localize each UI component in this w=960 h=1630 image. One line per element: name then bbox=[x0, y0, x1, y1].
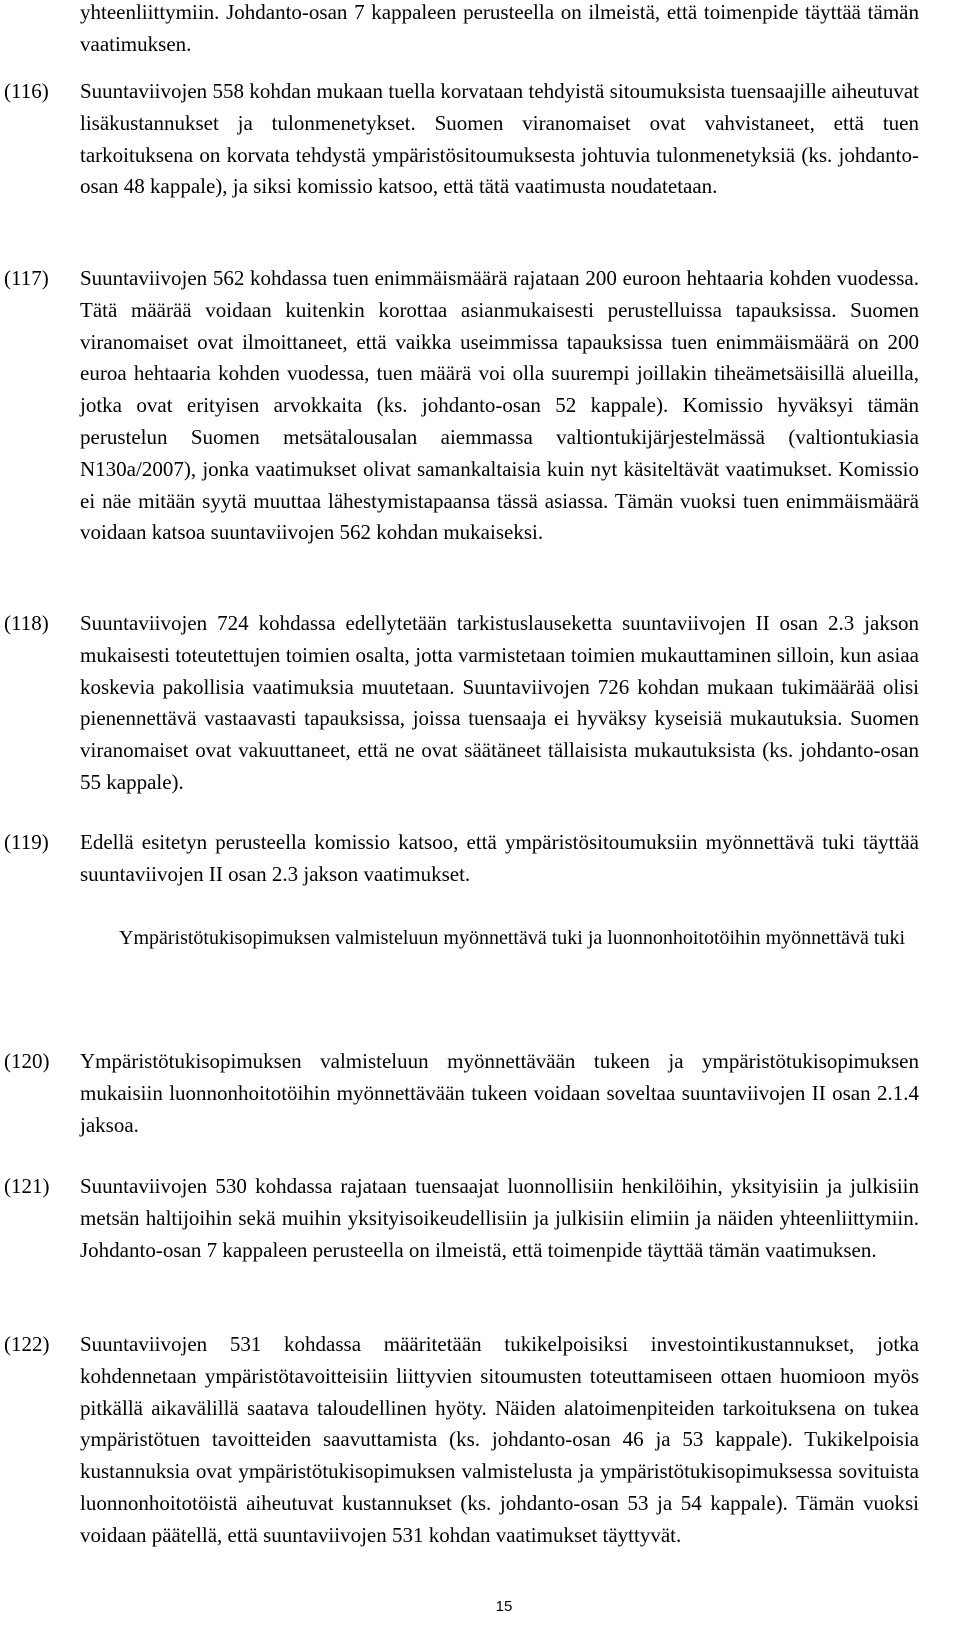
paragraph-text: Suuntaviivojen 558 kohdan mukaan tuella korvataan tehdyistä sitoumuksista tuensaajille aiheutuvat lisäkustannukset ja tulonmenetykset. Suomen viranomaiset ovat vahvistaneet, että tuen tarkoituksena on korvata tehdystä ympäristösitoumuksesta johtuvia tulonmenetyksiä (ks. johdanto-osan 48 kappale), ja siksi komissio katsoo, että tätä vaatimusta noudatetaan. bbox=[80, 79, 919, 199]
paragraph-number: (120) bbox=[4, 1049, 50, 1073]
paragraph-text: Ympäristötukisopimuksen valmisteluun myönnettävään tukeen ja ympäristötukisopimuksen mukaisiin luonnonhoitotöihin myönnettävään tukeen voidaan soveltaa suuntaviivojen II osan 2.1.4 jaksoa. bbox=[80, 1049, 919, 1137]
paragraph-number: (118) bbox=[4, 611, 49, 635]
paragraph-text: Suuntaviivojen 562 kohdassa tuen enimmäismäärä rajataan 200 euroon hehtaaria kohden vuodessa. Tätä määrää voidaan kuitenkin korottaa asianmukaisesti perustelluissa tapauksissa. Suomen viranomaiset ovat ilmoittaneet, että vaikka useimmissa tapauksissa tuen enimmäismäärä on 200 euroa hehtaaria kohden vuodessa, tuen määrä voi olla suurempi joillakin tiheämetsäisillä alueilla, jotka ovat erityisen arvokkaita (ks. johdanto-osan 52 kappale). Komissio hyväksyi tämän perustelun Suomen metsätalousalan aiemmassa valtiontukijärjestelmässä (valtiontukiasia N130a/2007), jonka vaatimukset olivat samankaltaisia kuin nyt käsiteltävät vaatimukset. Komissio ei näe mitään syytä muuttaa lähestymistapaansa tässä asiassa. Tämän vuoksi tuen enimmäismäärä voidaan katsoa suuntaviivojen 562 kohdan mukaiseksi. bbox=[80, 266, 919, 545]
continuation-text: yhteenliittymiin. Johdanto-osan 7 kappaleen perusteella on ilmeistä, että toimenpide täyttää tämän vaatimuksen. bbox=[80, 0, 919, 56]
paragraph-text: Suuntaviivojen 530 kohdassa rajataan tuensaajat luonnollisiin henkilöihin, yksityisiin ja julkisiin metsän haltijoihin sekä muihin yksityisoikeudellisiin ja julkisiin elimiin ja näiden yhteenliittymiin. Johdanto-osan 7 kappaleen perusteella on ilmeistä, että toimenpide täyttää tämän vaatimuksen. bbox=[80, 1174, 919, 1262]
paragraph-text: Suuntaviivojen 724 kohdassa edellytetään tarkistuslauseketta suuntaviivojen II osan 2.3 jakson mukaisesti toteutettujen toimien osalta, jotta varmistetaan toimien mukauttaminen silloin, kun asiaa koskevia pakollisia vaatimuksia muutetaan. Suuntaviivojen 726 kohdan mukaan tukimäärää olisi pienennettävä vastaavasti tapauksissa, joissa tuensaaja ei hyväksy kyseisiä mukautuksia. Suomen viranomaiset ovat vakuuttaneet, että ne ovat säätäneet tällaisista mukautuksista (ks. johdanto-osan 55 kappale). bbox=[80, 611, 919, 794]
paragraph-number: (121) bbox=[4, 1174, 50, 1198]
page-number: 15 bbox=[495, 1598, 513, 1615]
paragraph-number: (122) bbox=[4, 1332, 50, 1356]
paragraph-number: (117) bbox=[4, 266, 49, 290]
paragraph-number: (119) bbox=[4, 830, 49, 854]
section-heading: Ympäristötukisopimuksen valmisteluun myönnettävä tuki ja luonnonhoitotöihin myönnettävä tuki bbox=[119, 927, 906, 949]
paragraph-text: Suuntaviivojen 531 kohdassa määritetään tukikelpoisiksi investointikustannukset, jotka kohdennetaan ympäristötavoitteisiin liittyvien sitoumusten toteuttamiseen ottaen huomioon myös pitkällä aikavälillä saatava taloudellinen hyöty. Näiden alatoimenpiteiden tarkoituksena on tukea ympäristötuen tavoitteiden saavuttamista (ks. johdanto-osan 46 ja 53 kappale). Tukikelpoisia kustannuksia ovat ympäristötukisopimuksen valmistelusta ja ympäristötukisopimuksessa sovituista luonnonhoitotöistä aiheutuvat kustannukset (ks. johdanto-osan 53 ja 54 kappale). Tämän vuoksi voidaan päätellä, että suuntaviivojen 531 kohdan vaatimukset täyttyvät. bbox=[80, 1332, 919, 1547]
paragraph-number: (116) bbox=[4, 79, 49, 103]
paragraph-text: Edellä esitetyn perusteella komissio katsoo, että ympäristösitoumuksiin myönnettävä tuki täyttää suuntaviivojen II osan 2.3 jakson vaatimukset. bbox=[80, 830, 919, 886]
